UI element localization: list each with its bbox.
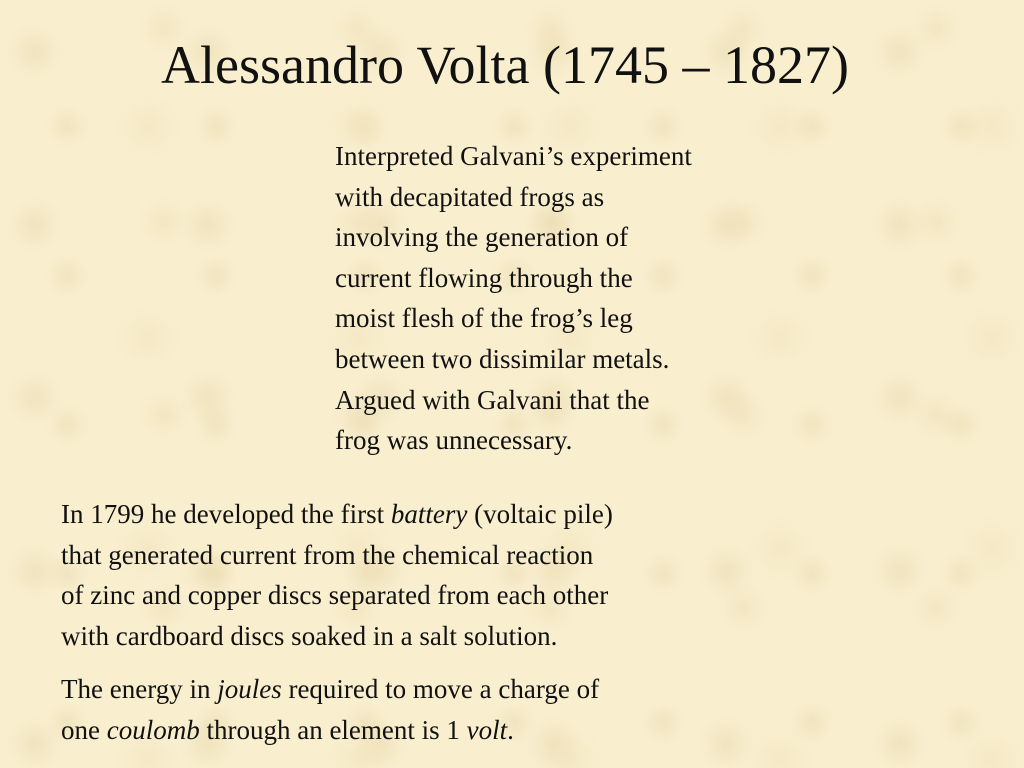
paragraph-volt-definition bbox=[61, 669, 791, 750]
text-line: current flowing through the bbox=[335, 262, 633, 293]
text-run: through an element is 1 bbox=[199, 714, 467, 745]
text-line: of zinc and copper discs separated from each other bbox=[61, 580, 609, 611]
text-run: In 1799 he developed the first bbox=[61, 499, 391, 529]
text-line: with decapitated frogs as bbox=[335, 181, 605, 212]
text-line: that generated current from the chemical reaction bbox=[61, 539, 594, 570]
text-line: Argued with Galvani that the bbox=[335, 384, 650, 415]
term-coulomb: coulomb bbox=[106, 714, 200, 745]
text-line bbox=[61, 494, 791, 535]
text-line: involving the generation of bbox=[335, 222, 629, 253]
text-line: between two dissimilar metals. bbox=[335, 343, 670, 374]
term-volt: volt bbox=[466, 714, 508, 745]
text-line: frog was unnecessary. bbox=[335, 425, 573, 456]
text-line bbox=[61, 669, 791, 710]
term-battery: battery bbox=[390, 499, 468, 529]
text-run: The energy in bbox=[61, 674, 218, 704]
text-line: with cardboard discs soaked in a salt solution. bbox=[61, 620, 558, 651]
term-joules: joules bbox=[217, 674, 282, 704]
text-line bbox=[61, 710, 791, 751]
paragraph-battery bbox=[61, 494, 791, 656]
paragraph-galvani bbox=[335, 136, 805, 461]
text-run: one bbox=[61, 714, 107, 745]
text-line: Interpreted Galvani’s experiment bbox=[335, 141, 692, 171]
text-run: . bbox=[507, 714, 514, 745]
text-run: required to move a charge of bbox=[281, 674, 600, 704]
slide-title: Alessandro Volta (1745 – 1827) bbox=[161, 35, 849, 95]
text-run: (voltaic pile) bbox=[467, 499, 613, 529]
text-line: moist flesh of the frog’s leg bbox=[335, 303, 633, 334]
